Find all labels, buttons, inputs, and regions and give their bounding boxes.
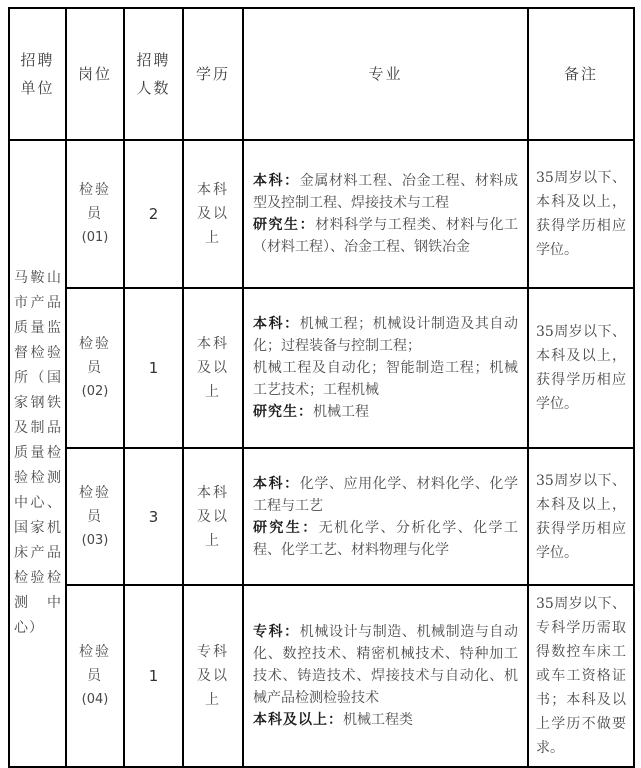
major-label: 本科： xyxy=(253,316,300,332)
major-label: 专科： xyxy=(253,624,300,640)
major-text: 机械工程 xyxy=(313,404,369,420)
major-cell xyxy=(243,448,528,585)
major-cell xyxy=(243,585,528,767)
position-name: 检验员 xyxy=(79,484,111,525)
major-text: 机械工程及自动化；智能制造工程；机械工艺技术；工程机械 xyxy=(253,360,518,398)
position-cell xyxy=(66,140,124,288)
remarks-text: 35周岁以下、专科学历需取得数控车床工或车工资格证书；本科及以上学历不做要求。 xyxy=(536,596,626,756)
position-name: 检验员 xyxy=(79,644,111,684)
recruitment-table xyxy=(8,7,635,768)
remarks-cell xyxy=(528,585,634,767)
unit-name: 马鞍山市产品质量监督检验所（国家钢铁及制品质量检验检测中心、国家机床产品检验检测中心） xyxy=(14,270,62,636)
major-cell xyxy=(243,140,528,288)
remarks-text: 35周岁以下、本科及以上，获得学历相应学位。 xyxy=(536,472,626,561)
remarks-text: 35周岁以下、本科及以上，获得学历相应学位。 xyxy=(536,324,626,412)
header-headcount: 招聘人数 xyxy=(124,8,183,140)
headcount-cell: 1 xyxy=(124,288,183,448)
table-row-position-02 xyxy=(9,288,634,448)
header-position: 岗位 xyxy=(66,8,124,140)
major-text: 无机化学、分析化学、化学工程、化学工艺、材料物理与化学 xyxy=(253,519,518,558)
education-cell xyxy=(183,585,243,767)
education-value: 本科及以上 xyxy=(197,336,229,400)
education-cell xyxy=(183,448,243,585)
education-value: 本科及以上 xyxy=(197,182,229,246)
position-code: (01) xyxy=(81,230,109,245)
remarks-cell xyxy=(528,140,634,288)
major-label: 本科及以上： xyxy=(253,712,343,728)
major-line xyxy=(253,473,518,517)
major-text: 化学、应用化学、材料化学、化学工程与工艺 xyxy=(253,475,519,514)
education-value: 专科及以上 xyxy=(197,644,229,708)
position-code: (03) xyxy=(81,532,109,548)
header-major: 专业 xyxy=(243,8,528,140)
headcount-cell: 2 xyxy=(124,140,183,288)
major-line xyxy=(253,709,518,731)
position-code: (04) xyxy=(81,692,109,707)
headcount-cell: 1 xyxy=(124,585,183,767)
major-line xyxy=(253,313,518,357)
remarks-cell xyxy=(528,288,634,448)
table-header-row xyxy=(9,8,634,140)
major-label: 本科： xyxy=(253,173,300,189)
major-text: 机械设计与制造、机械制造与自动化、数控技术、精密机械技术、特种加工技术、铸造技术、焊接技术与自动化、机械产品检测检验技术 xyxy=(253,624,519,706)
education-value: 本科及以上 xyxy=(197,484,229,549)
position-cell xyxy=(66,288,124,448)
major-line xyxy=(253,357,518,401)
major-line xyxy=(253,401,518,423)
major-label: 研究生： xyxy=(253,404,313,420)
major-text: 金属材料工程、冶金工程、材料成型及控制工程、焊接技术与工程 xyxy=(253,173,519,211)
education-cell xyxy=(183,288,243,448)
headcount-cell: 3 xyxy=(124,448,183,585)
remarks-cell xyxy=(528,448,634,585)
table-row-position-01 xyxy=(9,140,634,288)
major-line xyxy=(253,517,518,561)
header-remarks: 备注 xyxy=(528,8,634,140)
major-label: 研究生： xyxy=(253,519,319,536)
position-cell xyxy=(66,585,124,767)
major-text: 机械工程；机械设计制造及其自动化；过程装备与控制工程； xyxy=(253,316,519,354)
position-name: 检验员 xyxy=(79,336,111,376)
position-code: (02) xyxy=(81,384,109,399)
position-name: 检验员 xyxy=(79,182,111,222)
table-row-position-04 xyxy=(9,585,634,767)
major-text: 机械工程类 xyxy=(343,712,413,728)
major-label: 本科： xyxy=(253,475,300,492)
table-row-position-03 xyxy=(9,448,634,585)
header-recruiting-unit: 招聘单位 xyxy=(9,8,66,140)
unit-cell xyxy=(9,140,66,767)
major-line xyxy=(253,621,518,709)
major-line xyxy=(253,170,518,214)
header-education: 学历 xyxy=(183,8,243,140)
education-cell xyxy=(183,140,243,288)
major-text: 材料科学与工程类、材料与化工（材料工程）、冶金工程、钢铁冶金 xyxy=(253,217,519,255)
major-cell xyxy=(243,288,528,448)
major-line xyxy=(253,214,518,258)
remarks-text: 35周岁以下、本科及以上，获得学历相应学位。 xyxy=(536,170,626,258)
position-cell xyxy=(66,448,124,585)
major-label: 研究生： xyxy=(253,217,316,233)
